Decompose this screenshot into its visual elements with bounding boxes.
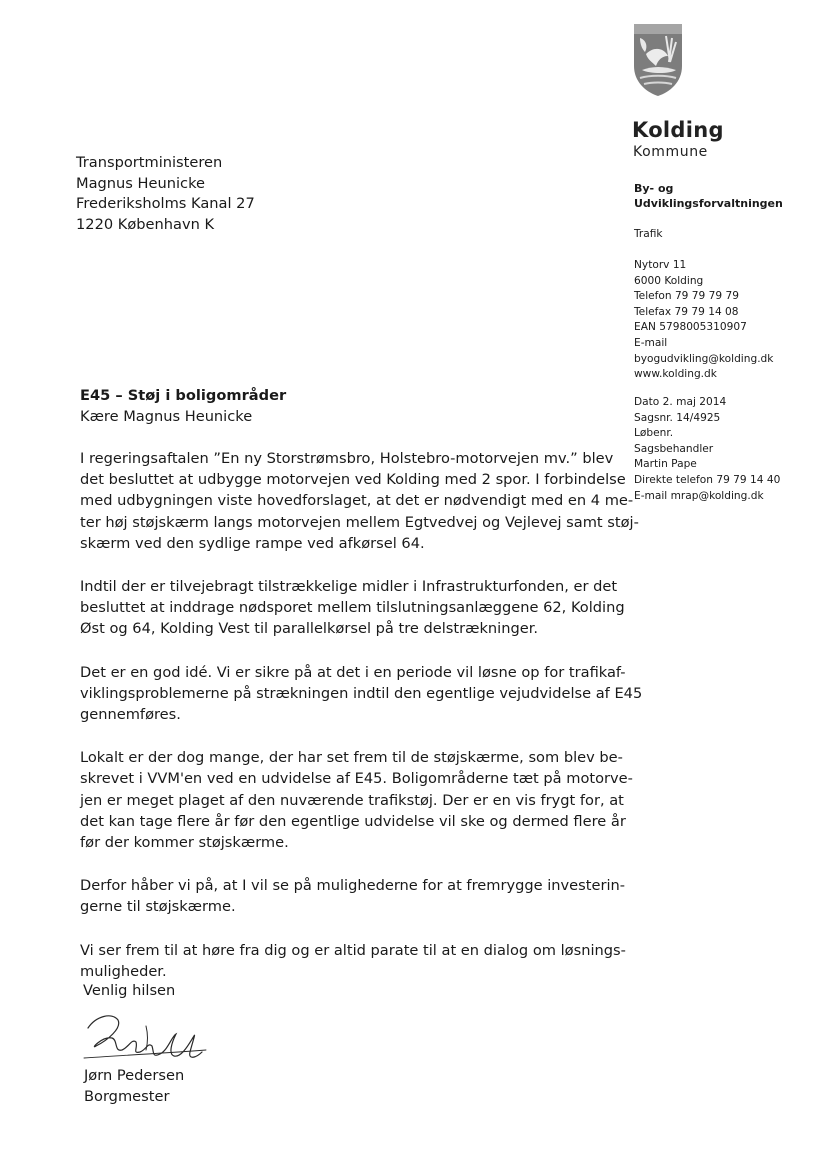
text-line: Lokalt er der dog mange, der har set frem til de støjskærme, som blev be- — [80, 749, 623, 767]
letter-subject: E45 – Støj i boligområder — [80, 387, 287, 404]
text-line: Det er en god idé. Vi er sikre på at det i en periode vil løsne op for trafikaf- — [80, 663, 626, 681]
recipient-line: Transportministeren — [76, 154, 223, 171]
paragraph — [80, 448, 639, 554]
recipient-line: Frederiksholms Kanal 27 — [76, 195, 255, 213]
text-line: muligheder. — [80, 962, 167, 980]
case-line: Løbenr. — [634, 427, 674, 440]
paragraph — [80, 747, 633, 853]
contact-line: Telefax 79 79 14 08 — [634, 305, 739, 318]
handwritten-signature — [82, 1006, 212, 1068]
paragraph — [80, 662, 643, 726]
contact-line: E-mail — [634, 336, 668, 349]
recipient-line: 1220 København K — [76, 215, 215, 233]
sender-department — [634, 181, 783, 211]
contact-email: byogudvikling@kolding.dk — [634, 352, 774, 365]
contact-line: 6000 Kolding — [634, 274, 704, 287]
contact-website: www.kolding.dk — [634, 368, 717, 381]
text-line: Vi ser frem til at høre fra dig og er altid parate til at en dialog om løsnings- — [80, 941, 626, 959]
text-line: det besluttet at udbygge motorvejen ved Kolding med 2 spor. I forbindelse — [80, 471, 626, 489]
text-line: ter høj støjskærm langs motorvejen mellem Egtvedvej og Vejlevej samt støj- — [80, 513, 639, 531]
text-line: Derfor håber vi på, at I vil se på mulighederne for at fremrygge investerin- — [80, 877, 626, 895]
paragraph — [80, 875, 626, 917]
case-line: Sagsbehandler — [634, 442, 714, 455]
text-line: jen er meget plaget af den nuværende trafikstøj. Der er en vis frygt for, at — [80, 791, 624, 809]
text-line: viklingsproblemerne på strækningen indtil den egentlige vejudvidelse af E45 — [80, 684, 643, 702]
case-phone: Direkte telefon 79 79 14 40 — [634, 473, 781, 486]
text-line: Øst og 64, Kolding Vest til parallelkørsel på tre delstrækninger. — [80, 620, 538, 638]
text-line: det kan tage flere år før den egentlige udvidelse vil ske og dermed flere år — [80, 812, 626, 830]
case-date: Dato 2. maj 2014 — [634, 396, 727, 408]
letter-closing: Venlig hilsen — [83, 982, 176, 999]
signer-title: Borgmester — [84, 1087, 170, 1105]
coat-of-arms-icon — [632, 22, 684, 98]
contact-line: Telefon 79 79 79 79 — [634, 290, 739, 303]
letter-salutation: Kære Magnus Heunicke — [80, 408, 253, 425]
text-line: I regeringsaftalen ”En ny Storstrømsbro, Holstebro-motorvejen mv.” blev — [80, 450, 614, 467]
sender-contact — [634, 258, 773, 383]
letter-body — [80, 448, 643, 1004]
paragraph — [80, 940, 626, 982]
text-line: skrevet i VVM'en ved en udvidelse af E45. Boligområderne tæt på motorve- — [80, 770, 633, 788]
case-details — [634, 395, 780, 504]
recipient-line: Magnus Heunicke — [76, 174, 205, 192]
recipient-address — [76, 153, 255, 235]
sender-unit: Trafik — [634, 228, 663, 240]
case-handler: Martin Pape — [634, 458, 697, 471]
signer-block — [84, 1066, 184, 1107]
text-line: med udbygningen viste hovedforslaget, at det er nødvendigt med en 4 me- — [80, 492, 634, 510]
logo-subtitle: Kommune — [633, 144, 708, 160]
text-line: før der kommer støjskærme. — [80, 834, 289, 852]
signer-name: Jørn Pedersen — [84, 1067, 185, 1084]
department-line: By- og — [634, 182, 674, 195]
text-line: besluttet at inddrage nødsporet mellem tilslutningsanlæggene 62, Kolding — [80, 599, 625, 617]
contact-line: Nytorv 11 — [634, 259, 687, 271]
case-email: E-mail mrap@kolding.dk — [634, 489, 764, 502]
text-line: Indtil der er tilvejebragt tilstrækkelige midler i Infrastrukturfonden, er det — [80, 578, 618, 596]
text-line: gerne til støjskærme. — [80, 898, 236, 916]
department-line: Udviklingsforvaltningen — [634, 197, 783, 210]
text-line: gennemføres. — [80, 706, 181, 724]
text-line: skærm ved den sydlige rampe ved afkørsel 64. — [80, 534, 425, 552]
paragraph — [80, 576, 625, 640]
case-number: Sagsnr. 14/4925 — [634, 411, 721, 424]
logo-name: Kolding — [632, 118, 724, 142]
contact-line: EAN 5798005310907 — [634, 321, 747, 334]
